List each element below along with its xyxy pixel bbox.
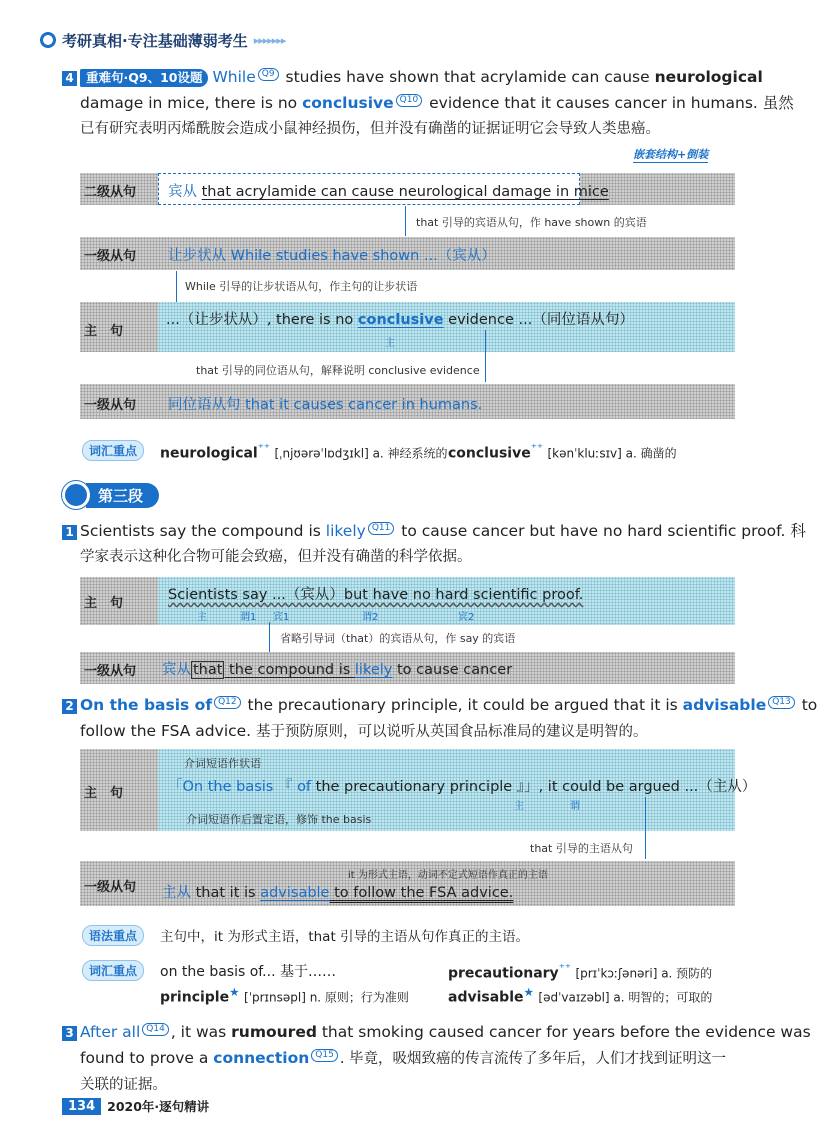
clause-label: 一级从句 xyxy=(84,249,137,264)
search-icon xyxy=(62,481,90,509)
clause-label: 主 句 xyxy=(84,786,124,801)
annotation: that 引导的宾语从句，作 have shown 的宾语 xyxy=(416,216,647,229)
question-badge: Q15 xyxy=(311,1049,338,1062)
vocab-item: principle★ [ˈprɪnsəpl] n. 原则；行为准则 xyxy=(160,985,409,1006)
component-marker: 宾1 xyxy=(273,612,290,623)
difficult-sentence-tag: 重难句·Q9、10设题 xyxy=(80,69,208,87)
grammar-note: 主句中，it 为形式主语，that 引导的主语从句作真正的主语。 xyxy=(160,929,530,945)
component-marker: 主 xyxy=(197,612,207,623)
vocab-item: on the basis of... 基于…… xyxy=(160,964,336,980)
clause-label: 一级从句 xyxy=(84,880,137,895)
translation: 关联的证据。 xyxy=(80,1077,167,1093)
vocab-item: precautionary⁺⁺ [prɪˈkɔːʃənəri] a. 预防的 xyxy=(448,961,713,982)
component-marker: 谓2 xyxy=(362,612,379,623)
footer-title: 2020年·逐句精讲 xyxy=(107,1099,210,1114)
sentence-number: 1 xyxy=(62,525,77,540)
sentence-4: 4 重难句·Q9、10设题 While Q9 studies have shown that acrylamide can cause neurological damage in mice, there is no conclusive Q10 evidence that it causes cancer in humans. 虽然 已有研究表明丙烯酰胺会造成小鼠神经损伤，但并没有确凿的证据证明它会导致人类患癌。 xyxy=(62,64,742,142)
structure-note: 嵌套结构+倒装 xyxy=(633,148,709,161)
footer xyxy=(62,1097,209,1115)
annotation: 介词短语作状语 xyxy=(184,757,261,770)
sentence-2: 2 On the basis of Q12 the precautionary principle, it could be argued that it is advisable Q13 to follow the FSA advice. 基于预防原则，可以说听从英国食品标准局的建议是明智的。 xyxy=(62,692,742,745)
vocab-tag: 词汇重点 xyxy=(82,440,144,461)
arrow-line xyxy=(485,330,486,382)
component-marker: 谓 xyxy=(570,801,580,812)
question-badge: Q11 xyxy=(368,522,395,535)
component-marker: 主 xyxy=(514,801,524,812)
vocab-tag: 词汇重点 xyxy=(82,960,144,981)
page-number: 134 xyxy=(62,1098,101,1115)
clause-text: 宾从 that acrylamide can cause neurological damage in mice xyxy=(168,184,609,200)
sentence-number: 2 xyxy=(62,699,77,714)
clause-text: 主从 that it is advisable to follow the FSA advice. xyxy=(162,885,514,901)
section-title: 第三段 xyxy=(86,483,159,508)
clause-text: 同位语从句 that it causes cancer in humans. xyxy=(168,397,483,413)
annotation: While 引导的让步状语从句，作主句的让步状语 xyxy=(185,280,418,293)
section-heading xyxy=(62,482,159,508)
clause-text: 宾从 that the compound is likely to cause cancer xyxy=(162,662,513,678)
sentence-3: 3 After all Q14 , it was rumoured that smoking caused cancer for years before the evidence was found to prove a connection Q15 . 毕竟，吸烟致癌的传言流传了多年后，人们才找到证明这一 关联的证据。 xyxy=(62,1019,742,1098)
header-title: 考研真相·专注基础薄弱考生 xyxy=(62,31,248,50)
arrow-line xyxy=(405,206,406,236)
annotation: 省略引导词（that）的宾语从句，作 say 的宾语 xyxy=(280,632,516,645)
question-badge: Q12 xyxy=(214,696,241,709)
sentence-1: 1 Scientists say the compound is likely Q11 to cause cancer but have no hard scientific proof. 科 学家表示这种化合物可能会致癌，但并没有确凿的科学依据。 xyxy=(62,518,742,570)
clause-label: 一级从句 xyxy=(84,398,137,413)
vocab-item: conclusive⁺⁺ [kənˈkluːsɪv] a. 确凿的 xyxy=(448,441,677,462)
annotation: it 为形式主语，动词不定式短语作真正的主语 xyxy=(348,870,548,881)
translation: 学家表示这种化合物可能会致癌，但并没有确凿的科学依据。 xyxy=(80,549,472,565)
sentence-number: 4 xyxy=(62,71,77,86)
annotation: 介词短语作后置定语，修饰 the basis xyxy=(186,813,372,826)
sentence-number: 3 xyxy=(62,1026,77,1041)
header xyxy=(40,28,285,52)
arrow-line xyxy=(269,622,270,652)
subject-marker: 主 xyxy=(385,338,395,349)
vocab-item: neurological⁺⁺ [ˌnjʊərəˈlɒdʒɪkl] a. 神经系统的 xyxy=(160,441,448,462)
clause-label: 主 句 xyxy=(84,596,124,611)
question-badge: Q14 xyxy=(142,1023,169,1036)
search-icon xyxy=(40,32,56,48)
vocab-item: advisable★ [ədˈvaɪzəbl] a. 明智的；可取的 xyxy=(448,985,713,1006)
question-badge: Q13 xyxy=(768,696,795,709)
clause-label: 一级从句 xyxy=(84,664,137,679)
clause-text: 「On the basis 『 of the precautionary principle 』」, it could be argued ...（主从） xyxy=(168,779,757,795)
arrow-line xyxy=(645,797,646,859)
clause-label: 二级从句 xyxy=(84,185,137,200)
annotation: that 引导的主语从句 xyxy=(530,842,633,855)
component-marker: 谓1 xyxy=(240,612,257,623)
header-arrows: ▸▸▸▸▸▸▸ xyxy=(253,33,286,47)
translation: 已有研究表明丙烯酰胺会造成小鼠神经损伤，但并没有确凿的证据证明它会导致人类患癌。 xyxy=(80,121,660,137)
clause-text: Scientists say ...（宾从）but have no hard scientific proof. xyxy=(168,587,584,603)
component-marker: 宾2 xyxy=(458,612,475,623)
question-badge: Q9 xyxy=(258,68,279,81)
question-badge: Q10 xyxy=(396,94,423,107)
annotation: that 引导的同位语从句，解释说明 conclusive evidence xyxy=(196,364,480,377)
clause-text: 让步状从 While studies have shown ...（宾从） xyxy=(168,248,496,264)
clause-text: ...（让步状从）, there is no conclusive evidence ...（同位语从句） xyxy=(166,312,634,328)
clause-label: 主 句 xyxy=(84,324,124,339)
grammar-tag: 语法重点 xyxy=(82,925,144,946)
